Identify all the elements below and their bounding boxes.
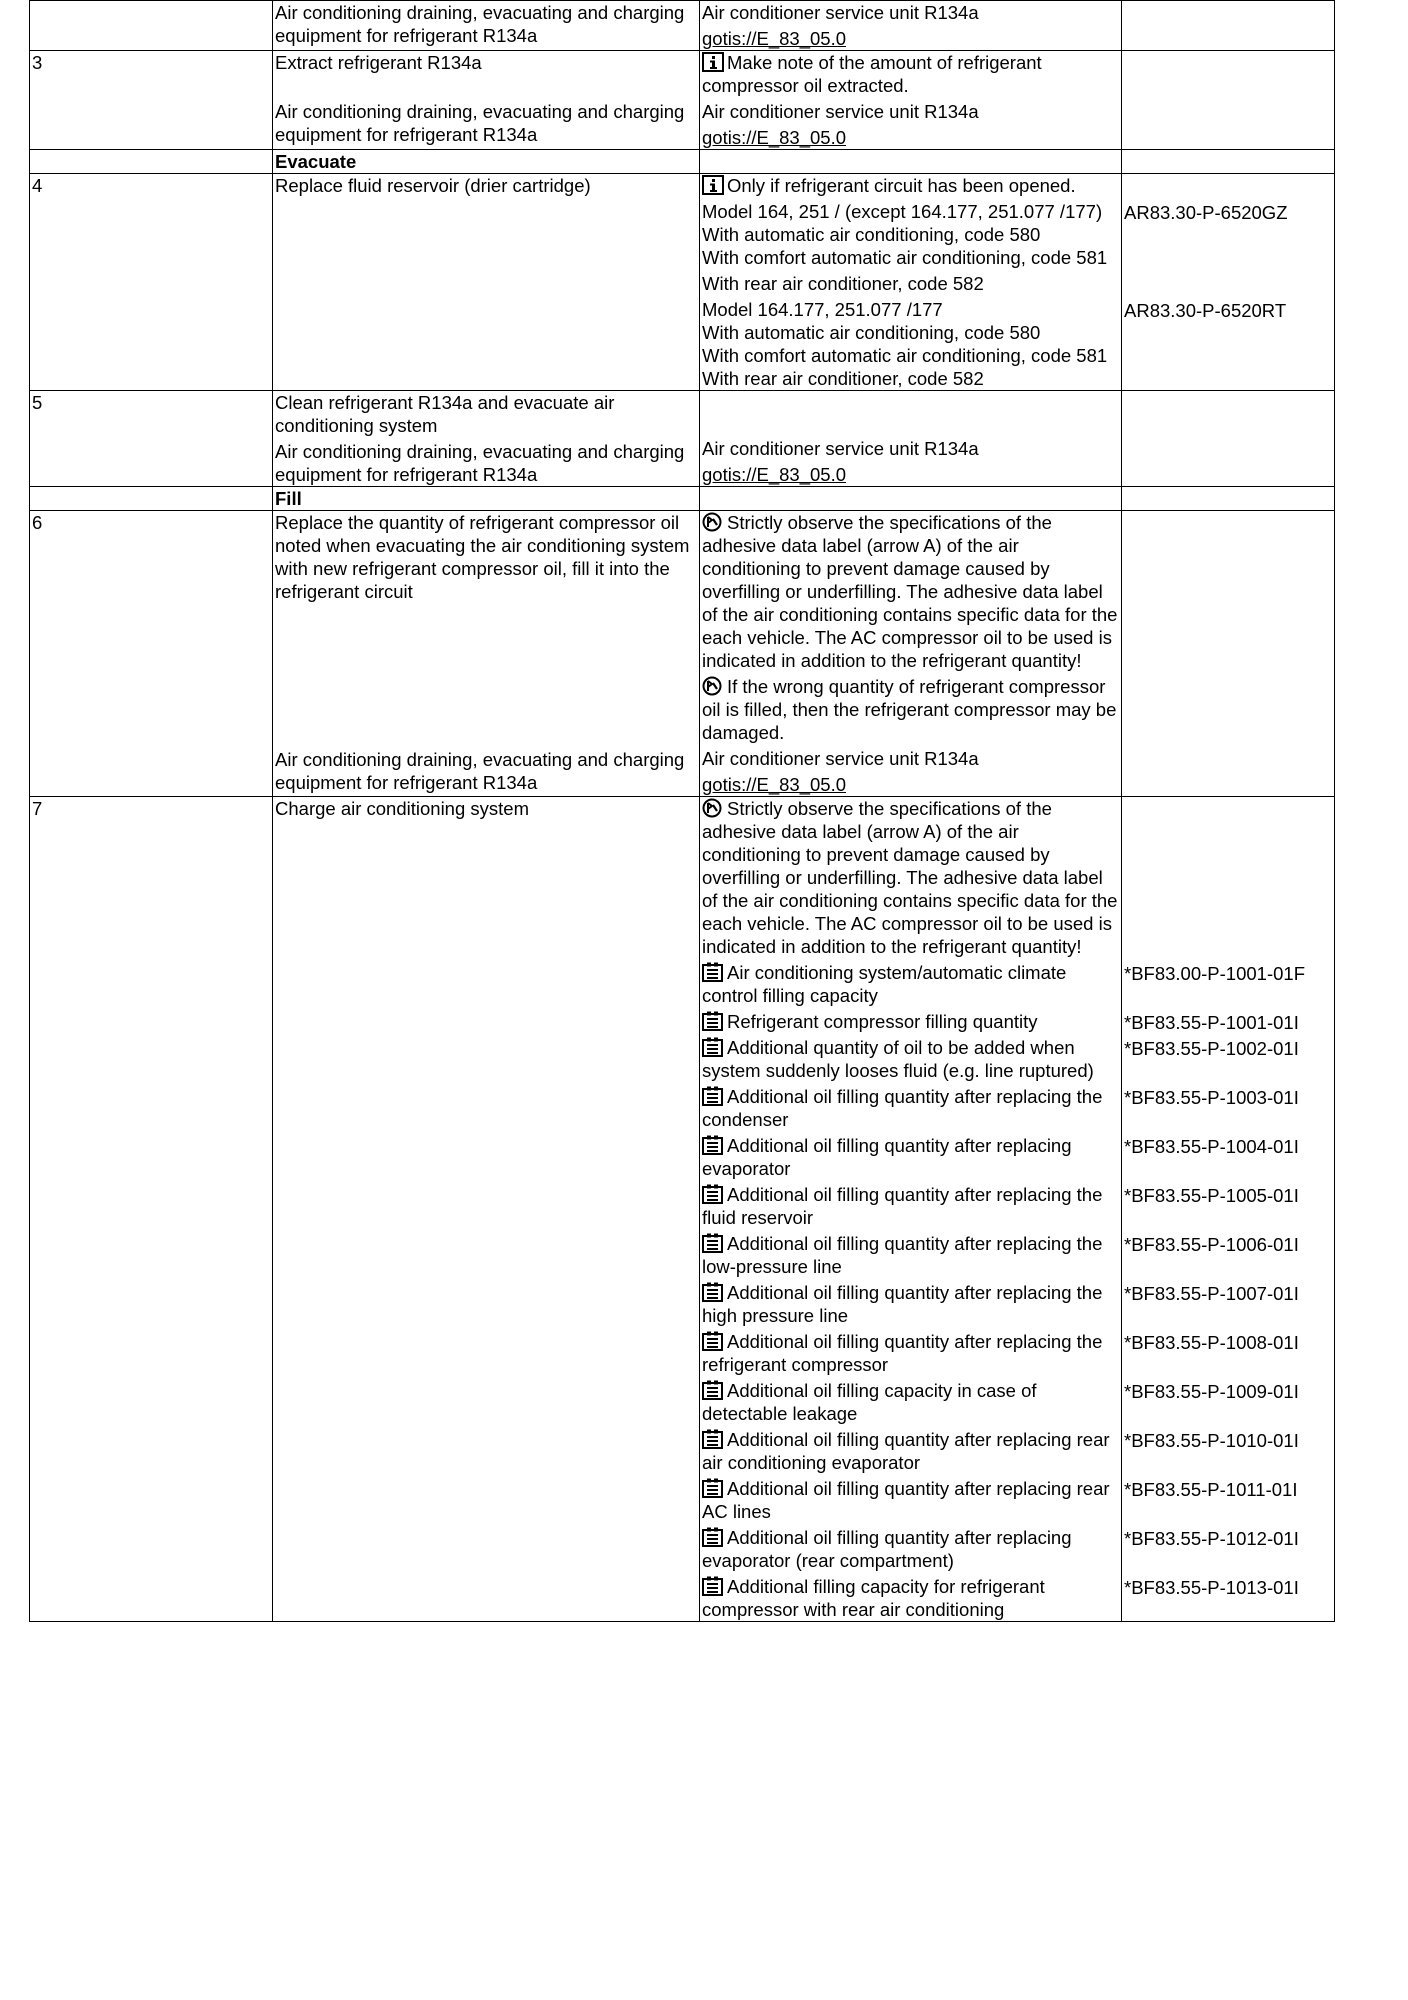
note-text-line: Additional oil filling quantity after replacing rear AC lines: [702, 1478, 1110, 1522]
table-icon: [702, 1282, 724, 1302]
note-text-line: Model 164.177, 251.077 /177 With automatic air conditioning, code 580 With comfort automatic air conditioning, code 581 With rear air conditioner, code 582: [702, 299, 1108, 389]
note-paragraph: [702, 1379, 1119, 1425]
note-text-line: Refrigerant compressor filling quantity: [727, 1011, 1038, 1032]
table-row: [30, 797, 1335, 1622]
operation-text: Air conditioning draining, evacuating and charging equipment for refrigerant R134a: [275, 749, 685, 793]
gotis-link[interactable]: gotis://E_83_05.0: [702, 774, 846, 795]
operation-text-line: Clean refrigerant R134a and evacuate air conditioning system: [275, 392, 615, 436]
note-paragraph: [702, 1575, 1119, 1621]
reference-link[interactable]: *BF83.55-P-1006-01I: [1124, 1233, 1299, 1255]
operation-text: [275, 174, 697, 197]
operation-cell: [273, 391, 700, 487]
table-icon: [702, 962, 724, 982]
operation-cell: [273, 51, 700, 150]
reference-link[interactable]: *BF83.55-P-1012-01I: [1124, 1527, 1299, 1549]
note-text: [702, 200, 1119, 269]
note-cell: [700, 797, 1122, 1622]
step-number: 6: [32, 512, 43, 533]
step-number: 5: [32, 392, 43, 413]
note-text-line: Additional filling capacity for refrigerant compressor with rear air conditioning: [702, 1576, 1045, 1620]
note-text-line: Only if refrigerant circuit has been opened.: [727, 175, 1076, 196]
table-icon: [702, 1037, 724, 1057]
note-text: [702, 100, 1119, 123]
table-row: [30, 487, 1335, 511]
operation-text-line: Air conditioning draining, evacuating and charging equipment for refrigerant R134a: [275, 101, 685, 145]
note-paragraph: [702, 797, 1119, 958]
note-text-line: Air conditioner service unit R134a: [702, 2, 979, 23]
operation-text: [275, 51, 697, 74]
reference-link[interactable]: *BF83.55-P-1008-01I: [1124, 1331, 1299, 1353]
operation-text: [275, 797, 697, 820]
info-icon: [702, 52, 724, 72]
note-text-line: Additional oil filling quantity after replacing the condenser: [702, 1086, 1103, 1130]
table-icon: [702, 1478, 724, 1498]
step-cell: [30, 150, 273, 174]
note-cell: [700, 51, 1122, 150]
reference-link[interactable]: *BF83.55-P-1005-01I: [1124, 1184, 1299, 1206]
operation-text-line: Replace the quantity of refrigerant compressor oil noted when evacuating the air conditioning system with new refrigerant compressor oil, fill it into the refrigerant circuit: [275, 512, 690, 602]
reference-link[interactable]: *BF83.55-P-1004-01I: [1124, 1135, 1299, 1157]
note-text-line: With rear air conditioner, code 582: [702, 273, 984, 294]
reference-cell: [1122, 797, 1335, 1622]
spacer: [702, 414, 1119, 437]
note-paragraph: [702, 1477, 1119, 1523]
note-paragraph: [702, 1281, 1119, 1327]
operation-cell: [273, 797, 700, 1622]
table-icon: [702, 1331, 724, 1351]
note-text-line: Additional oil filling quantity after replacing the high pressure line: [702, 1282, 1103, 1326]
operation-text: [275, 100, 697, 146]
procedure-table: [29, 0, 1335, 1622]
note-text: [702, 272, 1119, 295]
note-text-line: Additional quantity of oil to be added when system suddenly looses fluid (e.g. line ruptured): [702, 1037, 1094, 1081]
table-icon: [702, 1527, 724, 1547]
table-row: [30, 511, 1335, 797]
note-text-line: Make note of the amount of refrigerant compressor oil extracted.: [702, 52, 1042, 96]
table-icon: [702, 1380, 724, 1400]
note-paragraph: [702, 511, 1119, 672]
table-row: [30, 1, 1335, 51]
reference-cell: [1122, 511, 1335, 797]
warn-icon: [702, 676, 724, 696]
note-paragraph: [702, 1232, 1119, 1278]
reference-link[interactable]: *BF83.55-P-1013-01I: [1124, 1576, 1299, 1598]
warn-icon: [702, 512, 724, 532]
operation-text-line: Charge air conditioning system: [275, 798, 529, 819]
note-text: [702, 747, 1119, 770]
note-cell: [700, 1, 1122, 51]
section-cell: [273, 487, 700, 511]
operation-cell: [273, 174, 700, 391]
note-text-line: Additional oil filling quantity after replacing rear air conditioning evaporator: [702, 1429, 1110, 1473]
table-icon: [702, 1184, 724, 1204]
note-text-line: Additional oil filling capacity in case of detectable leakage: [702, 1380, 1037, 1424]
reference-link[interactable]: *BF83.55-P-1001-01I: [1124, 1011, 1299, 1033]
step-cell: [30, 1, 273, 51]
gotis-link[interactable]: gotis://E_83_05.0: [702, 127, 846, 148]
reference-cell: [1122, 150, 1335, 174]
note-paragraph: [702, 1134, 1119, 1180]
note-paragraph: [702, 1428, 1119, 1474]
step-number: 7: [32, 798, 43, 819]
note-text-line: Strictly observe the specifications of the adhesive data label (arrow A) of the air conditioning to prevent damage caused by overfilling or underfilling. The adhesive data label of the air conditioning contains specific data for the each vehicle. The AC compressor oil to be used is indicated in addition to the refrigerant quantity!: [702, 512, 1118, 671]
operation-text: [275, 440, 697, 486]
note-paragraph: [702, 1183, 1119, 1229]
reference-link[interactable]: *BF83.55-P-1009-01I: [1124, 1380, 1299, 1402]
note-cell: [700, 511, 1122, 797]
step-cell: [30, 174, 273, 391]
note-text: [702, 298, 1119, 390]
operation-text-line: Air conditioning draining, evacuating and charging equipment for refrigerant R134a: [275, 2, 685, 46]
note-text-line: If the wrong quantity of refrigerant compressor oil is filled, then the refrigerant compressor may be damaged.: [702, 676, 1117, 743]
note-text-line: Air conditioning system/automatic climate control filling capacity: [702, 962, 1067, 1006]
operation-text-line: Air conditioning draining, evacuating and charging equipment for refrigerant R134a: [275, 441, 685, 485]
note-paragraph: [702, 1526, 1119, 1572]
reference-cell: [1122, 174, 1335, 391]
step-cell: [30, 51, 273, 150]
note-text-line: Air conditioner service unit R134a: [702, 438, 979, 459]
operation-cell: [273, 511, 700, 797]
note-paragraph: [702, 51, 1119, 97]
note-text-line: Additional oil filling quantity after replacing the low-pressure line: [702, 1233, 1103, 1277]
note-text: [702, 1, 1119, 24]
note-paragraph: [702, 1085, 1119, 1131]
operation-cell: [273, 1, 700, 51]
reference-cell: [1122, 51, 1335, 150]
note-text-line: Additional oil filling quantity after replacing the fluid reservoir: [702, 1184, 1103, 1228]
note-cell: [700, 174, 1122, 391]
section-cell: [273, 150, 700, 174]
spacer: [275, 77, 697, 100]
operation-text-line: Replace fluid reservoir (drier cartridge): [275, 175, 591, 196]
note-text-line: Strictly observe the specifications of the adhesive data label (arrow A) of the air conditioning to prevent damage caused by overfilling or underfilling. The adhesive data label of the air conditioning contains specific data for the each vehicle. The AC compressor oil to be used is indicated in addition to the refrigerant quantity!: [702, 798, 1118, 957]
step-cell: [30, 487, 273, 511]
table-icon: [702, 1429, 724, 1449]
note-paragraph: [702, 1010, 1119, 1033]
reference-link[interactable]: *BF83.55-P-1007-01I: [1124, 1282, 1299, 1304]
table-icon: [702, 1011, 724, 1031]
operation-text-line: Extract refrigerant R134a: [275, 52, 482, 73]
step-number: 4: [32, 175, 43, 196]
table-icon: [702, 1086, 724, 1106]
table-icon: [702, 1576, 724, 1596]
reference-link[interactable]: *BF83.55-P-1010-01I: [1124, 1429, 1299, 1451]
reference-link[interactable]: *BF83.55-P-1011-01I: [1124, 1478, 1298, 1500]
spacer: [702, 391, 1119, 414]
reference-link[interactable]: AR83.30-P-6520GZ: [1124, 201, 1288, 223]
note-text-line: Additional oil filling quantity after replacing evaporator: [702, 1135, 1072, 1179]
note-text-line: Air conditioner service unit R134a: [702, 101, 979, 122]
info-icon: [702, 175, 724, 195]
table-icon: [702, 1233, 724, 1253]
warn-icon: [702, 798, 724, 818]
reference-cell: [1122, 487, 1335, 511]
note-text: [702, 437, 1119, 460]
step-number: 3: [32, 52, 43, 73]
table-row: [30, 391, 1335, 487]
note-text-line: Additional oil filling quantity after replacing the refrigerant compressor: [702, 1331, 1103, 1375]
table-row: [30, 174, 1335, 391]
reference-link[interactable]: *BF83.55-P-1003-01I: [1124, 1086, 1299, 1108]
gotis-link[interactable]: gotis://E_83_05.0: [702, 464, 846, 485]
section-heading: Fill: [275, 488, 302, 509]
reference-link[interactable]: *BF83.55-P-1002-01I: [1124, 1037, 1299, 1059]
step-cell: [30, 391, 273, 487]
section-heading: Evacuate: [275, 151, 357, 172]
note-paragraph: [702, 675, 1119, 744]
note-cell: [700, 391, 1122, 487]
note-paragraph: [702, 1330, 1119, 1376]
note-text-line: Model 164, 251 / (except 164.177, 251.077 /177) With automatic air conditioning, code 580 With comfort automatic air conditioning, code 581: [702, 201, 1108, 268]
reference-cell: [1122, 391, 1335, 487]
reference-link[interactable]: *BF83.00-P-1001-01F: [1124, 962, 1305, 984]
step-cell: [30, 797, 273, 1622]
operation-text: [275, 1, 697, 47]
note-cell: [700, 487, 1122, 511]
table-icon: [702, 1135, 724, 1155]
table-row: [30, 150, 1335, 174]
note-text-line: Additional oil filling quantity after replacing evaporator (rear compartment): [702, 1527, 1072, 1571]
operation-text: [275, 511, 697, 603]
note-text-line: Air conditioner service unit R134a: [702, 748, 979, 769]
note-cell: [700, 150, 1122, 174]
table-row: [30, 51, 1335, 150]
operation-text: [275, 391, 697, 437]
step-cell: [30, 511, 273, 797]
note-paragraph: [702, 1036, 1119, 1082]
reference-link[interactable]: AR83.30-P-6520RT: [1124, 299, 1287, 321]
note-paragraph: [702, 961, 1119, 1007]
note-paragraph: [702, 174, 1119, 197]
reference-cell: [1122, 1, 1335, 51]
gotis-link[interactable]: gotis://E_83_05.0: [702, 28, 846, 49]
